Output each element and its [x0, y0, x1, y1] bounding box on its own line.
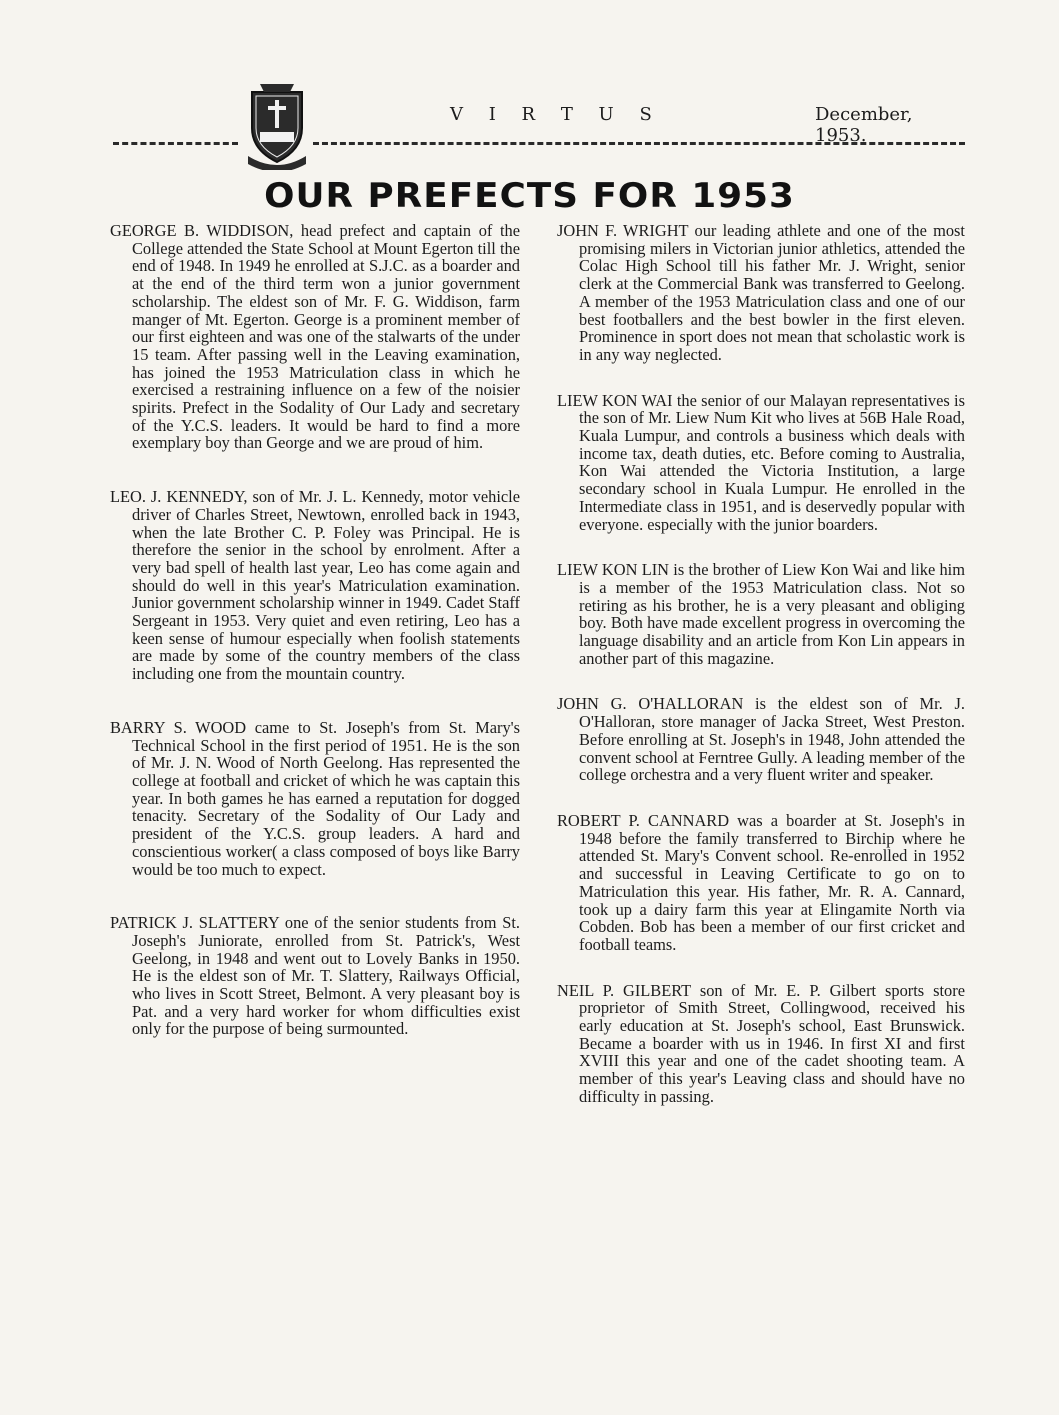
issue-date: December, 1953. [815, 104, 913, 146]
header-rule-left [113, 142, 238, 145]
prefect-entry-cannard: ROBERT P. CANNARD was a boarder at St. Joseph's in 1948 before the family transferred to Birchip where he attended St. Mary's Convent school. Re-enrolled in 1952 and successful in Leaving Certificate to go on to Matriculation this year. His father, Mr. R. A. Cannard, took up a dairy farm this year at Elingamite North via Cobden. Bob has been a member of our first cricket and football teams. [557, 810, 965, 954]
prefect-entry-ohalloran: JOHN G. O'HALLORAN is the eldest son of Mr. J. O'Halloran, store manager of Jacka Street, West Preston. Before enrolling at St. Joseph's in 1948, John attended the convent school at Ferntree Gully. A leading member of the college orchestra and a very fluent writer and speaker. [557, 694, 965, 785]
right-column [557, 222, 965, 1134]
left-column [110, 222, 520, 1074]
prefect-entry-gilbert: NEIL P. GILBERT son of Mr. E. P. Gilbert sports store proprietor of Smith Street, Collingwood, received his early education at St. Joseph's school, East Brunswick. Became a boarder with us in 1946. In first XI and first XVIII this year and one of the cadet shooting team. A member of this year's Leaving class and should have no difficulty in passing. [557, 980, 965, 1106]
prefect-entry-liew-kon-lin: LIEW KON LIN is the brother of Liew Kon Wai and like him is a member of the 1953 Matriculation class. Not so retiring as his brother, he is a very pleasant and obliging boy. Both have made excellent progress in overcoming the language disability and an article from Kon Lin appears in another part of this magazine. [557, 560, 965, 668]
prefect-entry-widdison: GEORGE B. WIDDISON, head prefect and captain of the College attended the State School at Mount Egerton till the end of 1948. In 1949 he enrolled at S.J.C. as a boarder and at the end of the third term won a junior government scholarship. The eldest son of Mr. F. G. Widdison, farm manger of Mt. Egerton. George is a prominent member of our first eighteen and was one of the stalwarts of the under 15 team. After passing well in the Leaving examination, has joined the 1953 Matriculation class in which he exercised a restraining influence on a few of the noisier spirits. Prefect in the Sodality of Our Lady and secretary of the Y.C.S. leaders. It would be hard to find a more exemplary boy than George and we are proud of him. [110, 221, 520, 453]
prefect-entry-slattery: PATRICK J. SLATTERY one of the senior students from St. Joseph's Juniorate, enrolled from St. Patrick's, West Geelong, in 1948 and went out to Lovely Banks in 1950. He is the eldest son of Mr. T. Slattery, Railways Official, who lives in Scott Street, Belmont. A very pleasant boy is Pat. and a very hard worker for whom difficulties exist only for the purpose of being surmounted. [110, 913, 520, 1039]
prefect-entry-wright: JOHN F. WRIGHT our leading athlete and one of the most promising milers in Victorian junior athletics, attended the Colac High School till his father Mr. J. Wright, senior clerk at the Commercial Bank was transferred to Geelong. A member of the 1953 Matriculation class and one of our best footballers and the best bowler in the first eleven. Prominence in sport does not mean that scholastic work is in any way neglected. [557, 221, 965, 364]
page-header [113, 82, 965, 172]
prefect-entry-wood: BARRY S. WOOD came to St. Joseph's from St. Mary's Technical School in the first period of 1951. He is the son of Mr. J. N. Wood of North Geelong. Has represented the college at football and cricket of which he was captain this year. In both games he has earned a reputation for dogged tenacity. Secretary of the Sodality of Our Lady and president of the Y.C.S. group leaders. A hard and conscientious worker( a class composed of boys like Barry would be too much to expect. [110, 717, 520, 879]
masthead-title: V I R T U S [450, 104, 662, 125]
prefect-entry-liew-kon-wai: LIEW KON WAI the senior of our Malayan representatives is the son of Mr. Liew Num Kit who lives at 56B Hale Road, Kuala Lumpur, and controls a business which deals with income tax, death duties, etc. Before coming to Australia, Kon Wai attended the Victoria Institution, a large secondary school in Kuala Lumpur. He enrolled in the Intermediate class in 1951, and is deservedly popular with everyone. especially with the junior boarders. [557, 390, 965, 534]
prefect-entry-kennedy: LEO. J. KENNEDY, son of Mr. J. L. Kennedy, motor vehicle driver of Charles Street, Newtown, enrolled back in 1943, when the late Brother C. P. Foley was Principal. He is therefore the senior in the school by enrolment. After a very bad spell of health last year, Leo has come again and should do well in this year's Matriculation examination. Junior government scholarship winner in 1949. Cadet Staff Sergeant in 1953. Very quiet and even retiring, Leo has a keen sense of humour especially when foolish statements are made by some of the country members of the class including one from the mountain country. [110, 487, 520, 684]
article-title: OUR PREFECTS FOR 1953 [264, 176, 795, 216]
college-crest-icon [246, 84, 308, 170]
